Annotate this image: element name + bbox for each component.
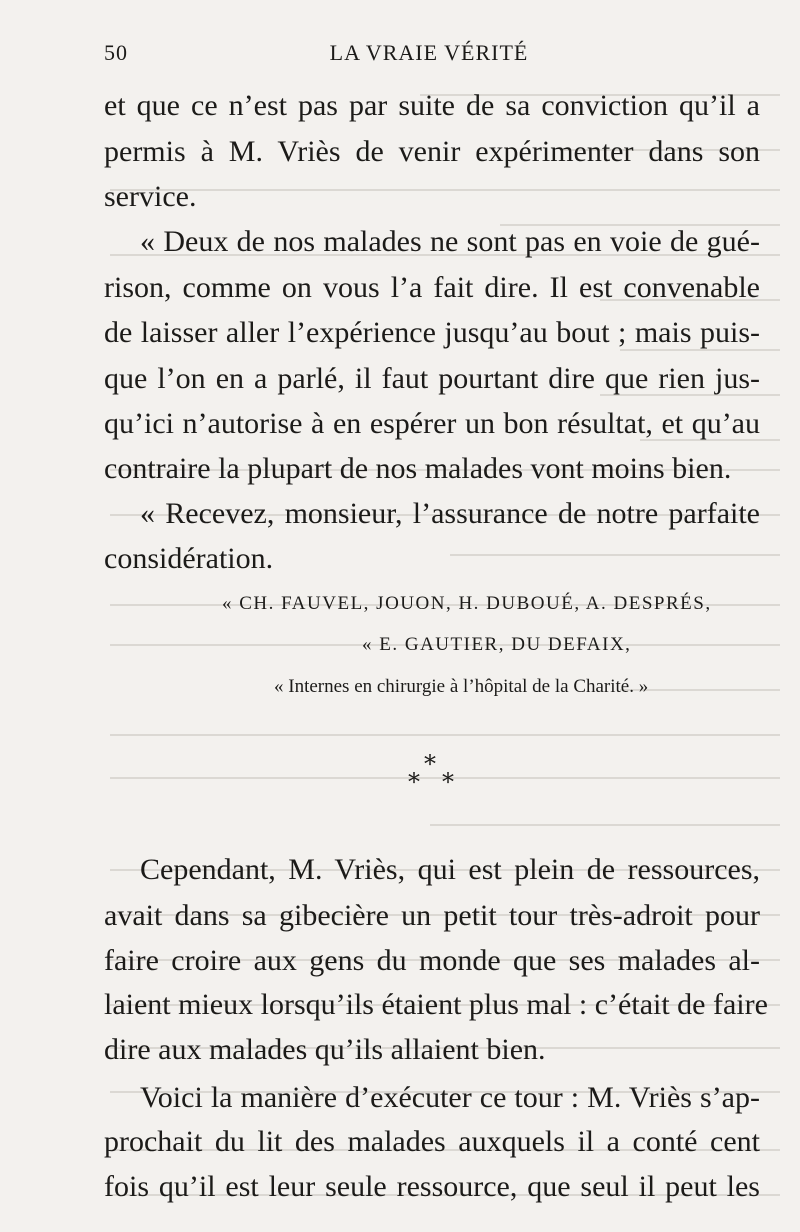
signature-line: « E. GAUTIER, DU DEFAIX, bbox=[362, 634, 632, 655]
text-line: que l’on en a parlé, il faut pourtant dire que rien jus- bbox=[104, 362, 760, 395]
text-line: prochait du lit des malades auxquels il a conté cent bbox=[104, 1125, 760, 1158]
text-line: Voici la manière d’exécuter ce tour : M. Vriès s’ap- bbox=[140, 1081, 760, 1114]
text-line: considération. bbox=[104, 542, 274, 575]
star-ornament: * bbox=[424, 750, 436, 778]
text-line: faire croire aux gens du monde que ses malades al- bbox=[104, 944, 760, 977]
text-line: de laisser aller l’expérience jusqu’au bout ; mais puis- bbox=[104, 316, 760, 349]
page-header bbox=[104, 40, 754, 74]
text-line: qu’ici n’autorise à en espérer un bon résultat, et qu’au bbox=[104, 407, 760, 440]
text-line: Cependant, M. Vriès, qui est plein de ressources, bbox=[140, 853, 760, 886]
text-line: et que ce n’est pas par suite de sa conviction qu’il a bbox=[104, 89, 760, 122]
text-line: laient mieux lorsqu’ils étaient plus mal : c’était de faire bbox=[104, 988, 768, 1021]
page-number: 50 bbox=[104, 40, 128, 65]
signature-line: « CH. FAUVEL, JOUON, H. DUBOUÉ, A. DESPRÉS, bbox=[222, 593, 712, 614]
text-line: rison, comme on vous l’a fait dire. Il est convenable bbox=[104, 271, 760, 304]
text-line: fois qu’il est leur seule ressource, que seul il peut les bbox=[104, 1170, 760, 1203]
text-line: service. bbox=[104, 180, 197, 213]
signature-caption: « Internes en chirurgie à l’hôpital de la Charité. » bbox=[274, 676, 649, 697]
star-ornament: * bbox=[442, 768, 454, 796]
star-ornament: * bbox=[408, 768, 420, 796]
section-separator bbox=[380, 750, 480, 800]
text-line: dire aux malades qu’ils allaient bien. bbox=[104, 1033, 546, 1066]
text-line: avait dans sa gibecière un petit tour très-adroit pour bbox=[104, 899, 760, 932]
running-title: LA VRAIE VÉRITÉ bbox=[329, 40, 529, 65]
text-line: contraire la plupart de nos malades vont moins bien. bbox=[104, 452, 732, 485]
text-line: « Recevez, monsieur, l’assurance de notre parfaite bbox=[140, 497, 760, 530]
text-line: « Deux de nos malades ne sont pas en voie de gué- bbox=[140, 225, 760, 258]
text-line: permis à M. Vriès de venir expérimenter dans son bbox=[104, 135, 760, 168]
